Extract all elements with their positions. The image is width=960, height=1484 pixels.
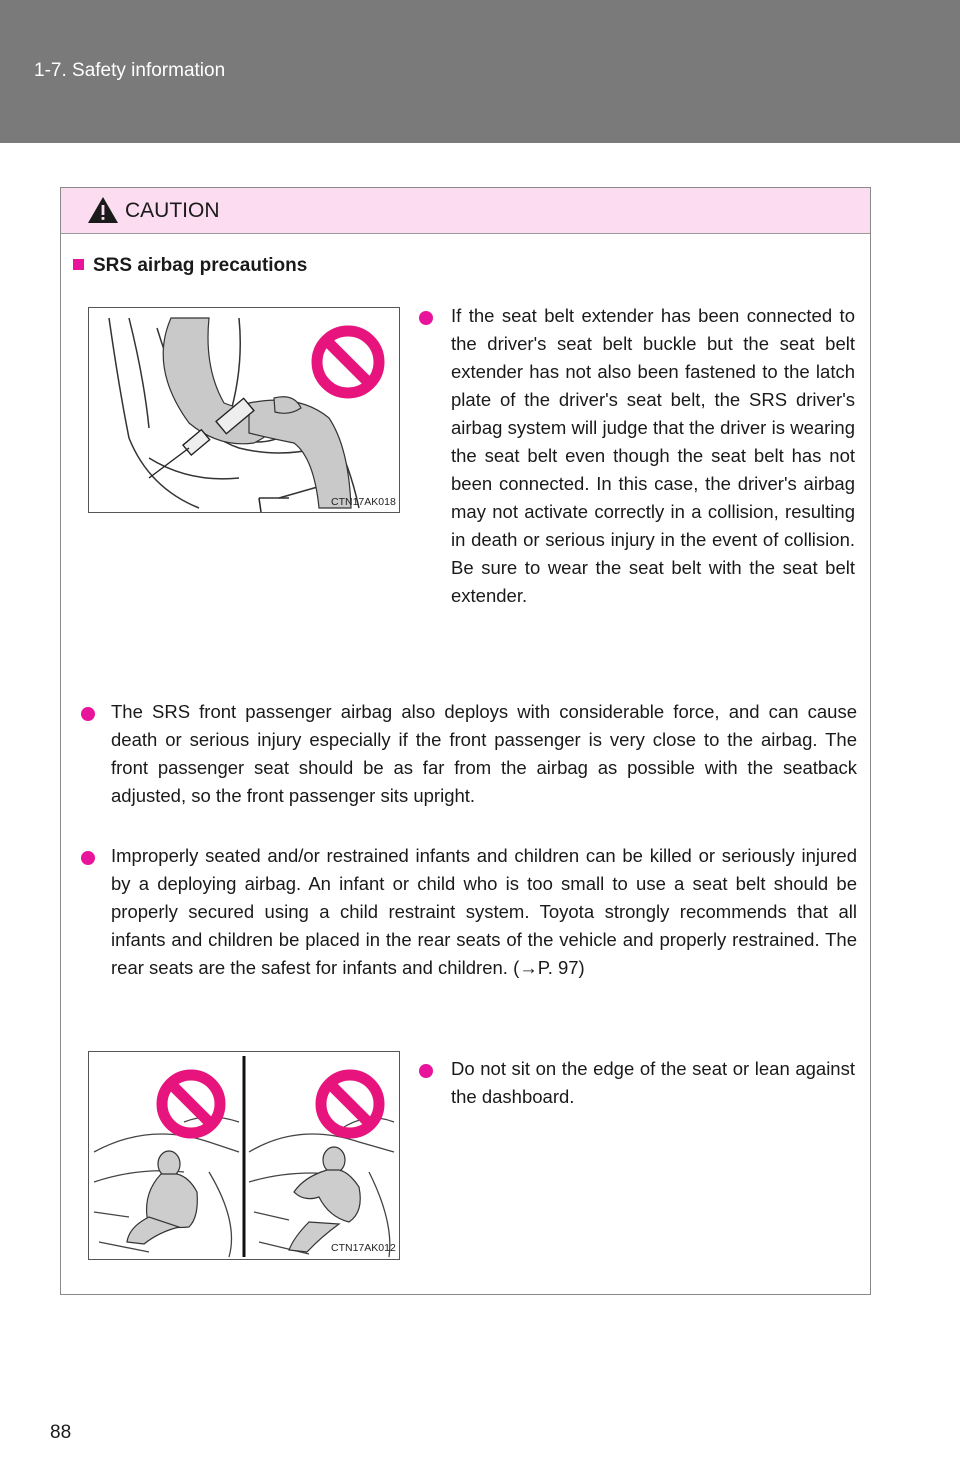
bullet-text-passenger-airbag: The SRS front passenger airbag also deploys with considerable force, and can cause death or serious injury especially if the front passenger is very close to the airbag. The front passenger seat should be as far from the airbag as possible with the seatback adjusted, so the front passenger sits upright. <box>111 701 857 806</box>
square-bullet-icon <box>73 259 84 270</box>
figure-code: CTN17AK012 <box>331 1242 396 1254</box>
bullet-icon <box>81 707 95 721</box>
bullet-text-seating-position: Do not sit on the edge of the seat or lean against the dashboard. <box>451 1058 855 1107</box>
caution-label: CAUTION <box>125 199 220 222</box>
caution-header <box>61 188 870 234</box>
prohibition-icon <box>314 1068 386 1140</box>
seat-belt-extender-figure <box>88 307 400 513</box>
bullet-text-children: Improperly seated and/or restrained infants and children can be killed or seriously injured by a deploying airbag. An infant or child who is too small to use a seat belt should be properly secured using a child restraint system. Toyota strongly recommends that all infants and children be placed in the rear seats of the vehicle and properly restrained. The rear seats are the safest for infants and children. (→P. 97) <box>111 845 857 978</box>
figure-code: CTN17AK018 <box>331 496 396 508</box>
page-header <box>0 0 960 143</box>
prohibition-icon <box>155 1068 227 1140</box>
warning-triangle-icon <box>87 196 119 224</box>
bullet-icon <box>419 1064 433 1078</box>
caution-box <box>60 187 871 1295</box>
subsection-heading-text: SRS airbag precautions <box>93 255 308 276</box>
bullet-icon <box>419 311 433 325</box>
page-number: 88 <box>50 1422 72 1443</box>
bullet-text-seat-belt-extender: If the seat belt extender has been connected to the driver's seat belt buckle but the seat belt extender has not also been fastened to the latch plate of the driver's seat belt, the SRS driver's airbag system will judge that the driver is wearing the seat belt even though the seat belt has not been connected. In this case, the driver's airbag may not activate correctly in a collision, resulting in death or serious injury in the event of collision. Be sure to wear the seat belt with the seat belt extender. <box>451 305 855 606</box>
improper-seating-figure <box>88 1051 400 1260</box>
bullet-icon <box>81 851 95 865</box>
subsection-heading <box>73 255 307 277</box>
section-title: 1-7. Safety information <box>34 60 226 81</box>
prohibition-icon <box>310 324 386 400</box>
